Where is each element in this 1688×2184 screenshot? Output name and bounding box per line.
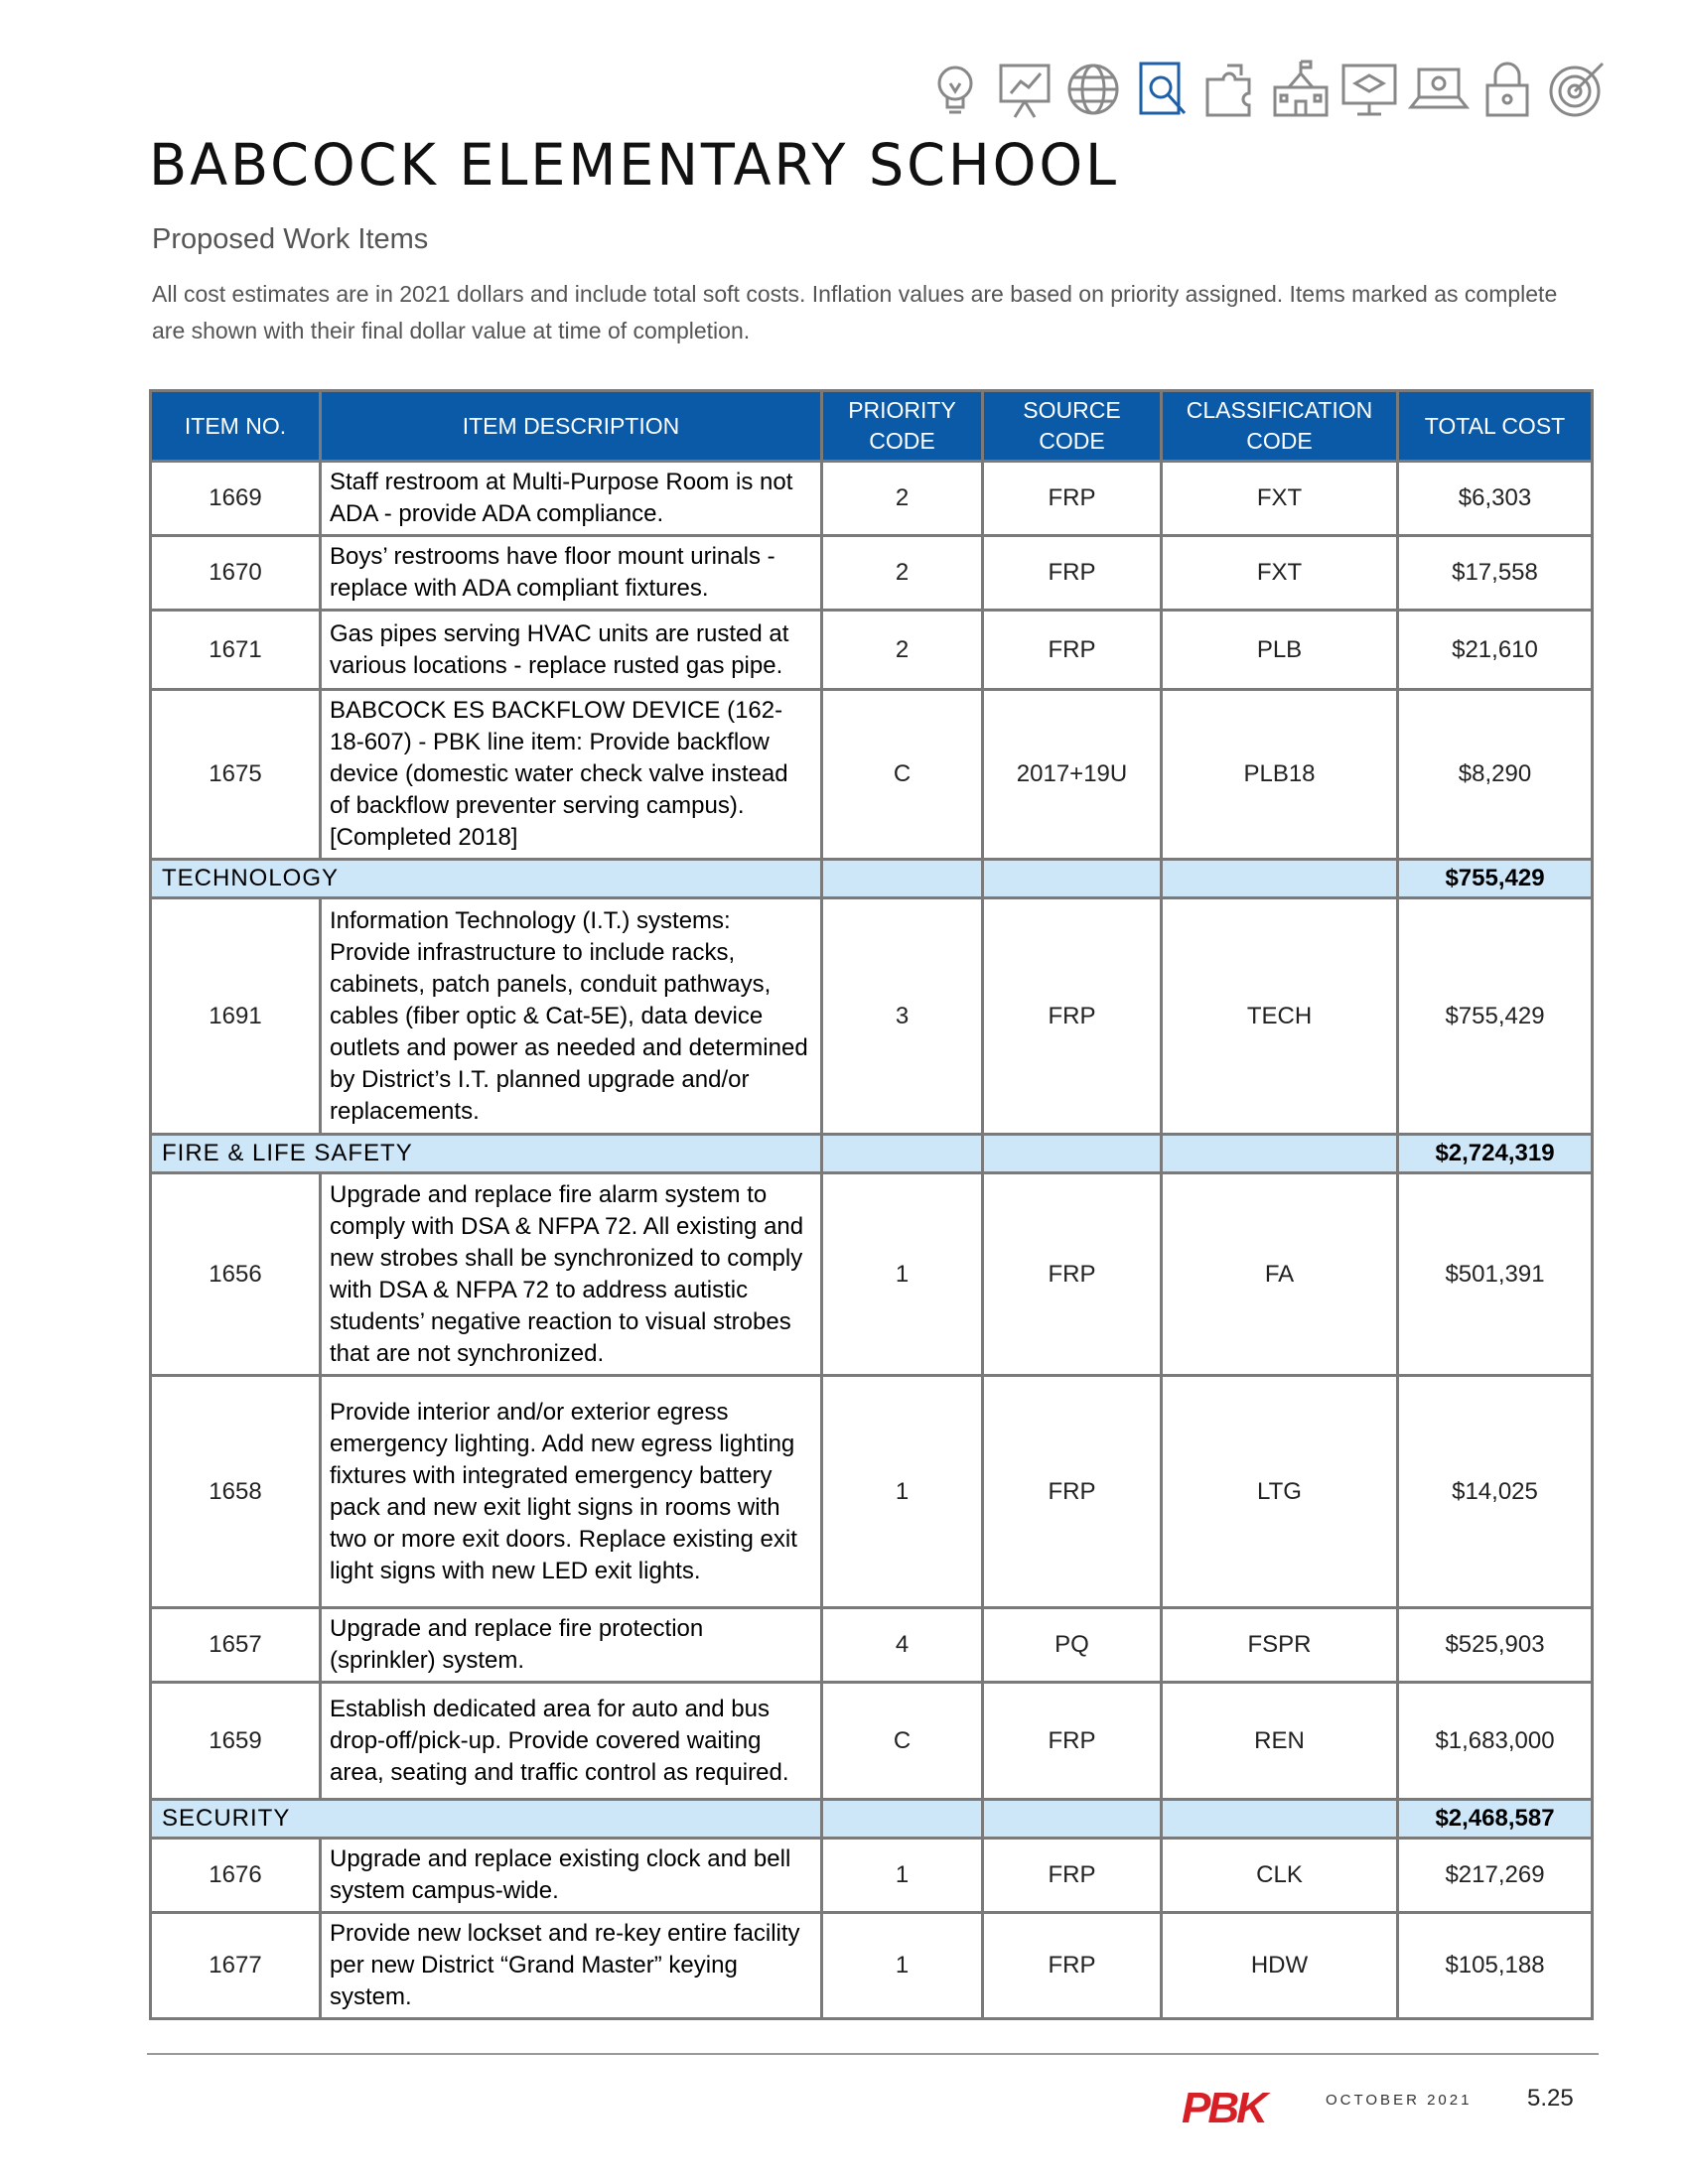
target-icon (1545, 58, 1609, 121)
total-cost: $1,683,000 (1398, 1683, 1593, 1800)
item-no: 1677 (151, 1913, 321, 2019)
priority-code: 4 (822, 1608, 983, 1683)
classification-code: FSPR (1162, 1608, 1398, 1683)
item-description: Provide interior and/or exterior egress emergency lighting. Add new egress lighting fixtures with integrated emergency battery pack and new exit light signs in rooms with two or more exit doors. Replace existing exit light signs with new LED exit lights. (321, 1376, 822, 1608)
priority-code: 1 (822, 1173, 983, 1376)
item-description: Establish dedicated area for auto and bus drop-off/pick-up. Provide covered waiting area, seating and traffic control as required. (321, 1683, 822, 1800)
presentation-board-icon (993, 58, 1056, 121)
total-cost: $217,269 (1398, 1839, 1593, 1913)
total-cost: $525,903 (1398, 1608, 1593, 1683)
source-code: FRP (983, 1839, 1162, 1913)
source-code: FRP (983, 1913, 1162, 2019)
category-name: TECHNOLOGY (151, 860, 822, 898)
source-code: PQ (983, 1608, 1162, 1683)
col-header-source: SOURCE CODE (983, 391, 1162, 462)
item-description: Boys’ restrooms have floor mount urinals - replace with ADA compliant fixtures. (321, 536, 822, 611)
table-row (151, 1683, 1593, 1800)
table-row (151, 536, 1593, 611)
work-items-table (149, 389, 1594, 2020)
lightbulb-icon (923, 58, 987, 121)
item-no: 1656 (151, 1173, 321, 1376)
priority-code: 3 (822, 898, 983, 1135)
item-no: 1658 (151, 1376, 321, 1608)
item-description: Upgrade and replace fire protection (sprinkler) system. (321, 1608, 822, 1683)
item-no: 1657 (151, 1608, 321, 1683)
item-description: Gas pipes serving HVAC units are rusted at various locations - replace rusted gas pipe. (321, 611, 822, 690)
item-no: 1659 (151, 1683, 321, 1800)
source-code: FRP (983, 1173, 1162, 1376)
footer-divider (147, 2053, 1599, 2055)
classification-code: FA (1162, 1173, 1398, 1376)
item-description: Upgrade and replace existing clock and bell system campus-wide. (321, 1839, 822, 1913)
table-row (151, 462, 1593, 536)
intro-paragraph: All cost estimates are in 2021 dollars and include total soft costs. Inflation values are based on priority assigned. Items marked as complete are shown with their final dollar value at time of completion. (152, 281, 1558, 343)
table-row (151, 1839, 1593, 1913)
col-header-description: ITEM DESCRIPTION (321, 391, 822, 462)
total-cost: $6,303 (1398, 462, 1593, 536)
total-cost: $17,558 (1398, 536, 1593, 611)
laptop-icon (1407, 58, 1471, 121)
total-cost: $755,429 (1398, 898, 1593, 1135)
item-description: Provide new lockset and re-key entire facility per new District “Grand Master” keying system. (321, 1913, 822, 2019)
source-code: FRP (983, 898, 1162, 1135)
classification-code: REN (1162, 1683, 1398, 1800)
source-code: FRP (983, 536, 1162, 611)
item-description: Information Technology (I.T.) systems: Provide infrastructure to include racks, cabinets, patch panels, conduit pathways, cables (fiber optic & Cat-5E), data device outlets and power as needed and determined by District’s I.T. planned upgrade and/or replacements. (321, 898, 822, 1135)
school-building-icon (1269, 58, 1333, 121)
table-row (151, 690, 1593, 860)
source-code: FRP (983, 1376, 1162, 1608)
pbk-logo (1180, 2083, 1279, 2128)
category-row-technology (151, 860, 1593, 898)
page-title: BABCOCK ELEMENTARY SCHOOL (149, 131, 1119, 199)
total-cost: $105,188 (1398, 1913, 1593, 2019)
graduation-cap-monitor-icon (1337, 58, 1401, 121)
category-total: $2,724,319 (1398, 1135, 1593, 1173)
category-total: $2,468,587 (1398, 1800, 1593, 1839)
col-header-total: TOTAL COST (1398, 391, 1593, 462)
table-header-row (151, 391, 1593, 462)
table-row (151, 1376, 1593, 1608)
col-header-priority: PRIORITY CODE (822, 391, 983, 462)
priority-code: 2 (822, 611, 983, 690)
item-description: Upgrade and replace fire alarm system to comply with DSA & NFPA 72. All existing and new strobes shall be synchronized to comply with DSA & NFPA 72 to address autistic students’ negative reaction to visual strobes that are not synchronized. (321, 1173, 822, 1376)
category-row-fire-life-safety (151, 1135, 1593, 1173)
pbk-logo-text: PBK (1182, 2084, 1265, 2128)
priority-code: C (822, 1683, 983, 1800)
globe-icon (1061, 58, 1125, 121)
priority-code: 1 (822, 1913, 983, 2019)
item-no: 1676 (151, 1839, 321, 1913)
classification-code: PLB18 (1162, 690, 1398, 860)
padlock-icon (1476, 58, 1539, 121)
puzzle-icon (1199, 58, 1263, 121)
header-icon-strip (923, 50, 1609, 129)
page-number: 5.25 (1527, 2085, 1574, 2112)
total-cost: $501,391 (1398, 1173, 1593, 1376)
col-header-item-no: ITEM NO. (151, 391, 321, 462)
priority-code: 2 (822, 536, 983, 611)
table-row (151, 611, 1593, 690)
item-no: 1675 (151, 690, 321, 860)
table-row (151, 898, 1593, 1135)
category-name: FIRE & LIFE SAFETY (151, 1135, 822, 1173)
source-code: FRP (983, 611, 1162, 690)
total-cost: $21,610 (1398, 611, 1593, 690)
table-row (151, 1173, 1593, 1376)
magnifier-document-icon (1131, 58, 1195, 121)
item-description: BABCOCK ES BACKFLOW DEVICE (162-18-607) - PBK line item: Provide backflow device (domestic water check valve instead of backflow preventer serving campus). [Completed 2018] (321, 690, 822, 860)
classification-code: PLB (1162, 611, 1398, 690)
source-code: FRP (983, 462, 1162, 536)
priority-code: 1 (822, 1376, 983, 1608)
item-no: 1669 (151, 462, 321, 536)
category-row-security (151, 1800, 1593, 1839)
priority-code: C (822, 690, 983, 860)
table-row (151, 1913, 1593, 2019)
table-row (151, 1608, 1593, 1683)
item-no: 1670 (151, 536, 321, 611)
source-code: FRP (983, 1683, 1162, 1800)
item-no: 1691 (151, 898, 321, 1135)
item-description: Staff restroom at Multi-Purpose Room is not ADA - provide ADA compliance. (321, 462, 822, 536)
category-total: $755,429 (1398, 860, 1593, 898)
classification-code: FXT (1162, 536, 1398, 611)
classification-code: FXT (1162, 462, 1398, 536)
total-cost: $14,025 (1398, 1376, 1593, 1608)
classification-code: LTG (1162, 1376, 1398, 1608)
classification-code: TECH (1162, 898, 1398, 1135)
priority-code: 1 (822, 1839, 983, 1913)
col-header-classification: CLASSIFICATION CODE (1162, 391, 1398, 462)
page-subtitle: Proposed Work Items (152, 223, 429, 255)
total-cost: $8,290 (1398, 690, 1593, 860)
footer-date: OCTOBER 2021 (1326, 2092, 1473, 2109)
item-no: 1671 (151, 611, 321, 690)
classification-code: CLK (1162, 1839, 1398, 1913)
source-code: 2017+19U (983, 690, 1162, 860)
classification-code: HDW (1162, 1913, 1398, 2019)
priority-code: 2 (822, 462, 983, 536)
category-name: SECURITY (151, 1800, 822, 1839)
